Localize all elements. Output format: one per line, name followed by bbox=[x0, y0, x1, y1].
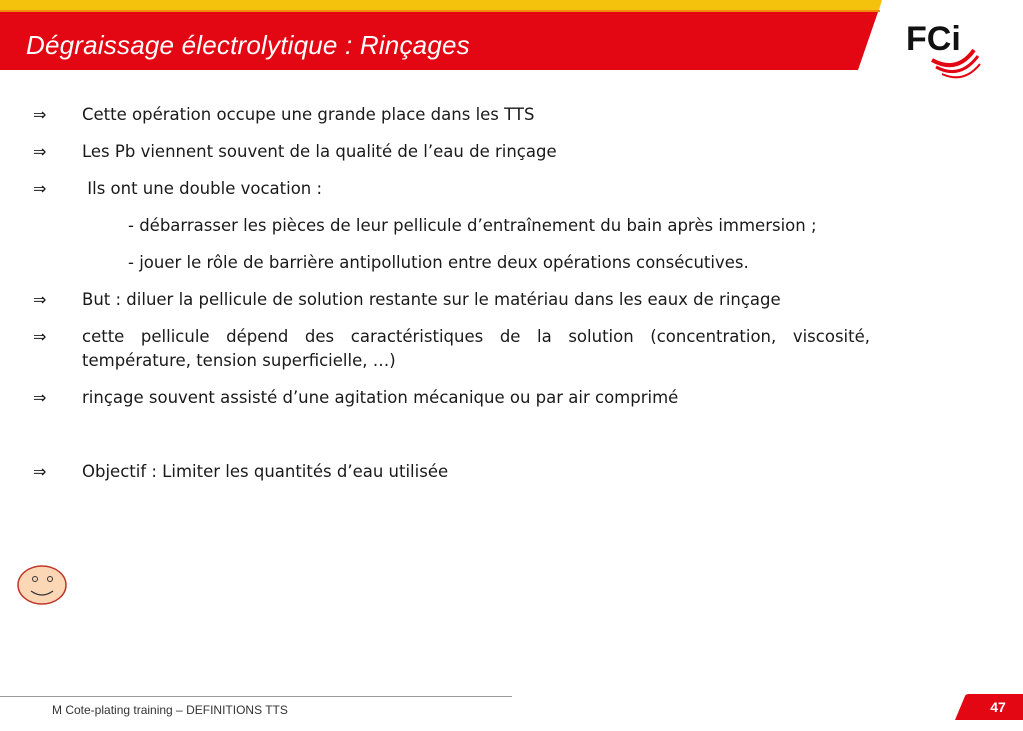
arrow-bullet-icon: ⇒ bbox=[33, 388, 47, 407]
arrow-bullet-icon: ⇒ bbox=[33, 290, 47, 309]
page-title: Dégraissage électrolytique : Rinçages bbox=[26, 30, 470, 60]
bullet-text: Ils ont une double vocation : bbox=[82, 179, 323, 198]
smiley-face-icon bbox=[16, 564, 68, 606]
bullet-text: Cette opération occupe une grande place dans les TTS bbox=[82, 105, 535, 124]
bullet-text: But : diluer la pellicule de solution restante sur le matériau dans les eaux de rinçage bbox=[82, 290, 781, 309]
bullet-item-3 bbox=[33, 177, 870, 201]
smiley-head bbox=[18, 566, 66, 604]
arrow-bullet-icon: ⇒ bbox=[33, 142, 47, 161]
content-body bbox=[33, 103, 870, 484]
bullet-item-2 bbox=[33, 140, 870, 164]
sub-item-1: - débarrasser les pièces de leur pellicule d’entraînement du bain après immersion ; bbox=[128, 216, 817, 235]
bullet-text: Objectif : Limiter les quantités d’eau utilisée bbox=[82, 462, 449, 481]
footer-divider bbox=[0, 696, 512, 697]
bullet-item-5 bbox=[33, 325, 870, 373]
bullet-text: cette pellicule dépend des caractéristiques de la solution (concentration, viscosité, température, tension superficielle, …) bbox=[82, 327, 870, 370]
bullet-item-objective bbox=[33, 460, 870, 484]
page-number: 47 bbox=[990, 699, 1006, 715]
arrow-bullet-icon: ⇒ bbox=[33, 105, 47, 124]
arrow-bullet-icon: ⇒ bbox=[33, 462, 47, 481]
header-yellow-stripe bbox=[0, 0, 882, 10]
bullet-text: rinçage souvent assisté d’une agitation mécanique ou par air comprimé bbox=[82, 388, 679, 407]
bullet-text: Les Pb viennent souvent de la qualité de l’eau de rinçage bbox=[82, 142, 557, 161]
arrow-bullet-icon: ⇒ bbox=[33, 179, 47, 198]
footer-text: M Cote-plating training – DEFINITIONS TTS bbox=[52, 703, 288, 717]
bullet-item-6 bbox=[33, 386, 870, 410]
bullet-item-4 bbox=[33, 288, 870, 312]
bullet-item-1 bbox=[33, 103, 870, 127]
fci-logo-text: FCi bbox=[906, 20, 961, 58]
fci-logo bbox=[902, 14, 982, 84]
arrow-bullet-icon: ⇒ bbox=[33, 327, 47, 346]
sub-item-2: - jouer le rôle de barrière antipollution entre deux opérations consécutives. bbox=[128, 253, 749, 272]
